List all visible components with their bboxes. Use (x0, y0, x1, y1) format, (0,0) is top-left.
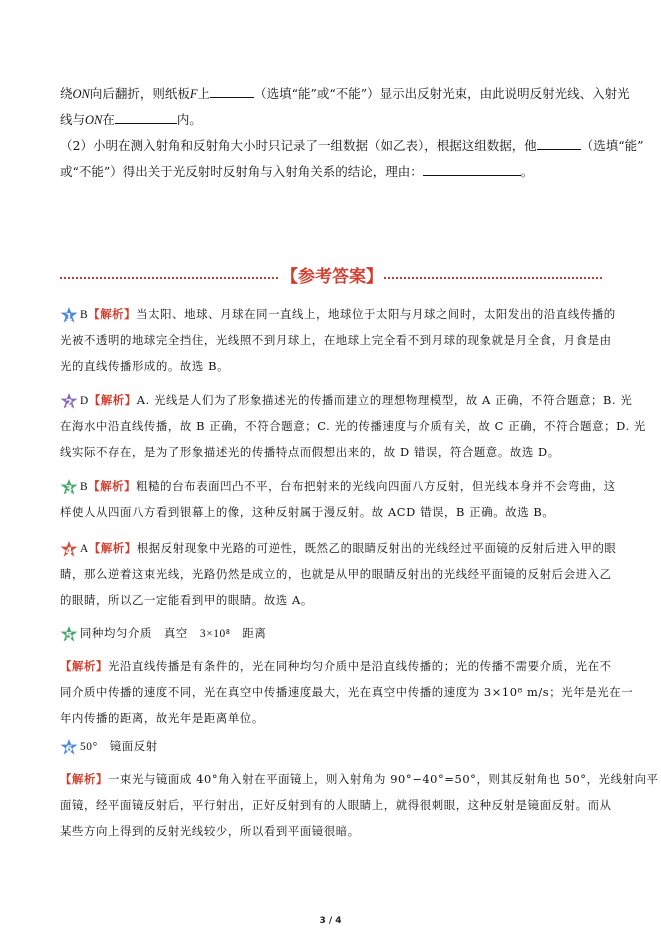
star-number-icon (60, 541, 78, 559)
analysis-text: A. 光线是人们为了形象描述光的传播而建立的理想物理模型，故 A 正确，不符合题意；B. 光 (136, 393, 633, 407)
badge-number: 3 (65, 484, 73, 495)
question-line-4: 或“不能”）得出关于光反射时反射角与入射角关系的结论，理由： 。 (60, 164, 534, 179)
answer-number-badge (60, 739, 78, 757)
badge-number: 1 (65, 312, 73, 323)
analysis-tag: 【解析】 (88, 541, 137, 555)
star-number-icon (60, 479, 78, 497)
answer-choice: B (80, 309, 89, 321)
answer-3-line-1 (80, 478, 616, 495)
badge-number: 6 (65, 744, 73, 755)
answer-2-continuation-line: 线实际不存在，是为了形象描述光的传播特点而假想出来的，故 D 错误，符合题意。故选 D。 (60, 445, 560, 459)
answer-6-continuation-line: 面镜，经平面镜反射后，平行射出，正好反射到有的人眼睛上，就得很刺眼，这种反射是镜面反射。而从 (60, 798, 612, 812)
answer-choice: D (80, 395, 89, 407)
answer-number-badge (60, 541, 78, 559)
answer-2-line-1 (80, 392, 632, 409)
answer-4-continuation-line: 睛，那么逆着这束光线，光路仍然是成立的，也就是从甲的眼睛反射出的光线经平面镜的反射后会进入乙 (60, 567, 612, 581)
answer-6-line-1 (80, 738, 158, 755)
answer-blank-2 (115, 110, 177, 124)
answer-choice: 同种均匀介质 真空 3×10⁸ 距离 (80, 628, 267, 640)
analysis-text: 粗糙的台布表面凹凸不平，台布把射来的光线向四面八方反射，但光线本身并不会弯曲，这 (136, 479, 616, 493)
badge-number: 2 (65, 398, 73, 409)
answer-5-continuation-line: 同介质中传播的速度不同，光在真空中传播速度最大，光在真空中传播的速度为 3×10⁸ m/s；光年是光在一 (60, 685, 634, 699)
answer-5-line-1 (80, 625, 266, 642)
star-number-icon (60, 307, 78, 325)
star-number-icon (60, 626, 78, 644)
answer-number-badge (60, 307, 78, 325)
star-number-icon (60, 393, 78, 411)
dotted-divider-right (384, 277, 602, 279)
analysis-text: 当太阳、地球、月球在同一直线上，地球位于太阳与月球之间时，太阳发出的沿直线传播的 (136, 307, 616, 321)
answer-6-continuation-line: 某些方向上得到的反射光线较少，所以看到平面镜很暗。 (60, 824, 360, 838)
analysis-tag: 【解析】 (60, 659, 108, 673)
star-number-icon (60, 739, 78, 757)
analysis-tag: 【解析】 (88, 393, 137, 407)
page-number: 3 / 4 (319, 916, 342, 926)
answer-number-badge (60, 393, 78, 411)
answer-blank-3 (537, 136, 581, 150)
answer-choice: 50° 镜面反射 (80, 741, 158, 753)
question-line-2: 线与ON在 内。 (60, 112, 202, 127)
answer-section-header (60, 262, 602, 288)
analysis-tag: 【解析】 (88, 307, 137, 321)
answer-4-continuation-line: 的眼睛，所以乙一定能看到甲的眼睛。故选 A。 (60, 593, 313, 607)
answer-3-continuation-line: 样使人从四面八方看到银幕上的像，这种反射属于漫反射。故 ACD 错误，B 正确。故选 B。 (60, 505, 555, 519)
answer-title: 【参考答案】 (281, 267, 383, 287)
analysis-text: 光沿直线传播是有条件的，光在同种均匀介质中是沿直线传播的；光的传播不需要介质，光在不 (107, 659, 612, 673)
dotted-divider-left (60, 277, 278, 279)
label-on: ON (72, 87, 90, 101)
answer-5-continuation-line: 年内传播的距离，故光年是距离单位。 (60, 711, 264, 725)
answer-blank-4 (423, 162, 521, 176)
badge-number: 4 (65, 546, 73, 557)
answer-blank-1 (210, 84, 254, 98)
answer-choice: B (80, 481, 89, 493)
answer-number-badge (60, 626, 78, 644)
answer-2-continuation-line: 在海水中沿直线传播，故 B 正确，不符合题意；C. 光的传播速度与介质有关，故 C 正确，不符合题意；D. 光 (60, 419, 646, 433)
analysis-tag: 【解析】 (88, 479, 137, 493)
answer-number-badge (60, 479, 78, 497)
question-line-1: 绕ON向后翻折，则纸板F上 （选填“能”或“不能”）显示出反射光束，由此说明反射光线、入射光 (60, 86, 630, 101)
answer-choice: A (80, 543, 89, 555)
analysis-text: 一束光与镜面成 40°角入射在平面镜上，则入射角为 90°−40°=50°，则其反射角也 50°，光线射向平 (107, 772, 659, 786)
answer-6-analysis-line-1 (60, 771, 659, 787)
question-line-3: （2）小明在测入射角和反射角大小时只记录了一组数据（如乙表），根据这组数据，他 （选填“能” (60, 138, 644, 153)
answer-5-analysis-line-1 (60, 658, 612, 674)
answer-1-continuation-line: 光的直线传播形成的。故选 B。 (60, 359, 230, 373)
analysis-text: 根据反射现象中光路的可逆性，既然乙的眼睛反射出的光线经过平面镜的反射后进入甲的眼 (136, 541, 617, 555)
badge-number: 5 (65, 631, 73, 642)
answer-1-line-1 (80, 306, 616, 323)
label-f: F (189, 87, 198, 101)
analysis-tag: 【解析】 (60, 772, 108, 786)
answer-4-line-1 (80, 540, 616, 557)
answer-1-continuation-line: 光被不透明的地球完全挡住，光线照不到月球上，在地球上完全看不到月球的现象就是月全食，月食是由 (60, 333, 612, 347)
